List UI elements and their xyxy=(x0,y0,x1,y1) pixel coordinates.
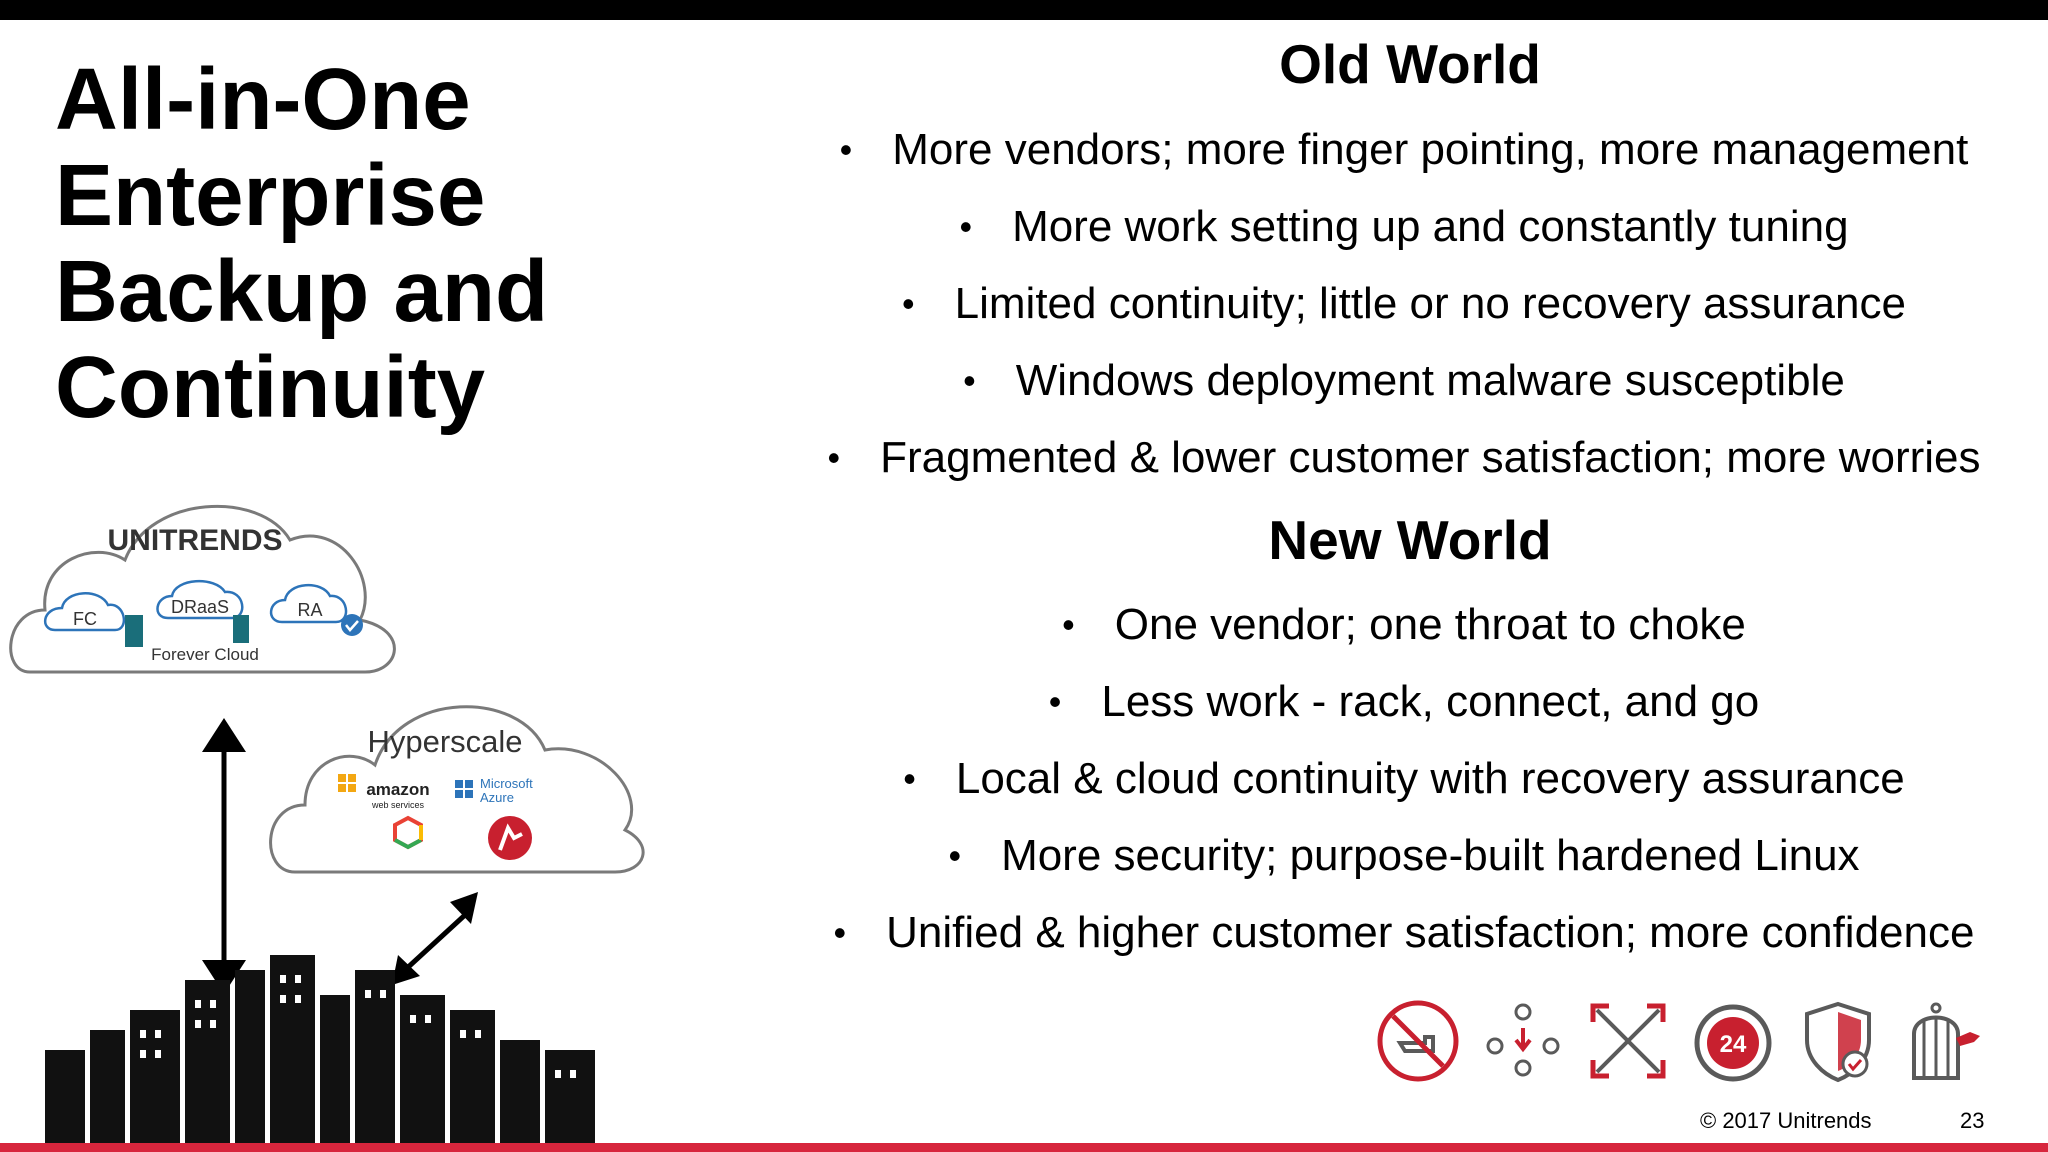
svg-text:amazon: amazon xyxy=(366,780,430,799)
copyright-text: © 2017 Unitrends xyxy=(1700,1108,1872,1133)
new-world-item: • Less work - rack, connect, and go xyxy=(1048,677,1760,726)
24-hours-icon xyxy=(1690,998,1776,1084)
title-line: Enterprise xyxy=(55,147,486,244)
security-shield-icon xyxy=(1795,998,1881,1084)
forever-cloud-caption: Forever Cloud xyxy=(151,645,259,664)
old-world-list xyxy=(760,111,2048,496)
new-world-item: • More security; purpose-built hardened Linux xyxy=(948,831,1860,880)
svg-text:Azure: Azure xyxy=(480,790,514,805)
svg-text:24: 24 xyxy=(1719,1031,1747,1058)
storage-icon xyxy=(233,615,249,643)
page-number: 23 xyxy=(1960,1108,1985,1133)
new-world-list xyxy=(760,586,2048,971)
old-world-item: • More vendors; more finger pointing, more management xyxy=(839,125,1969,174)
title-line: Continuity xyxy=(55,339,486,436)
city-skyline xyxy=(45,955,595,1143)
new-world-item: • One vendor; one throat to choke xyxy=(1062,600,1746,649)
draas-badge: DRaaS xyxy=(170,597,230,617)
hyperscale-cloud xyxy=(271,707,644,872)
birdcage-icon xyxy=(1900,998,1986,1084)
check-icon xyxy=(341,614,363,636)
ra-badge: RA xyxy=(297,600,323,620)
new-world-heading: New World xyxy=(1268,509,1552,571)
openstack-logo xyxy=(488,816,532,860)
unitrends-cloud xyxy=(11,506,395,672)
new-world-item: • Local & cloud continuity with recovery assurance xyxy=(903,754,1905,803)
double-arrow-vertical xyxy=(202,718,246,994)
backup-illustration xyxy=(0,450,660,1143)
unitrends-logo: UNITRENDS xyxy=(107,524,283,557)
double-arrow-diagonal xyxy=(392,892,478,985)
slide-title xyxy=(55,52,615,436)
old-world-heading: Old World xyxy=(1279,33,1541,95)
bottom-accent-bar xyxy=(0,1143,2048,1152)
old-world-item: • Limited continuity; little or no recovery assurance xyxy=(902,279,1906,328)
old-world-item: • Windows deployment malware susceptible xyxy=(963,356,1845,405)
old-world-item: • Fragmented & lower customer satisfaction; more worries xyxy=(827,433,1981,482)
benefit-icons xyxy=(1375,998,2015,1084)
collaboration-people-icon xyxy=(1480,998,1566,1084)
fc-badge: FC xyxy=(73,609,97,629)
no-finger-pointing-icon xyxy=(1375,998,1461,1084)
top-bar xyxy=(0,0,2048,20)
hyperscale-label: Hyperscale xyxy=(367,724,523,759)
svg-text:web services: web services xyxy=(371,800,425,810)
title-line: Backup and xyxy=(55,243,549,340)
new-world-item: • Unified & higher customer satisfaction; more confidence xyxy=(833,908,1975,957)
svg-text:Microsoft: Microsoft xyxy=(480,776,533,791)
old-world-item: • More work setting up and constantly tuning xyxy=(959,202,1849,251)
expand-arrows-icon xyxy=(1585,998,1671,1084)
title-line: All-in-One xyxy=(55,51,471,148)
storage-icon xyxy=(125,615,143,647)
